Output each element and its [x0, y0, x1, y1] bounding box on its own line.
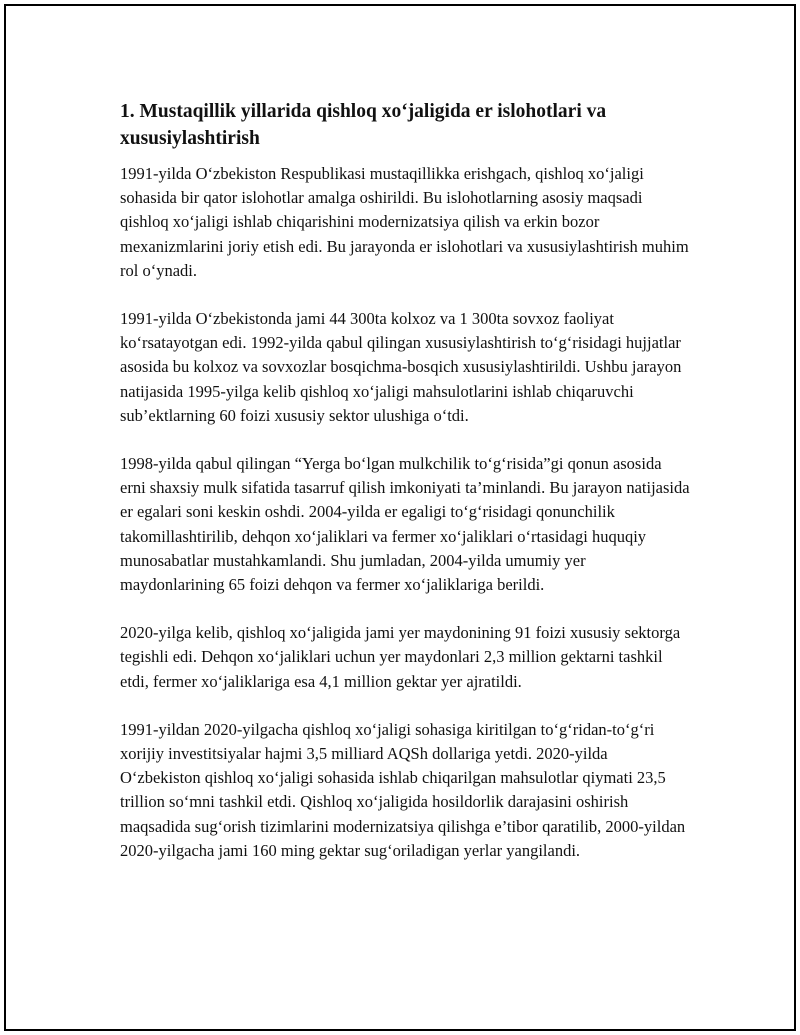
paragraph-5: 1991-yildan 2020-yilgacha qishloq xo‘jaligi sohasiga kiritilgan to‘g‘ridan-to‘g‘ri xorijiy investitsiyalar hajmi 3,5 milliard AQSh dollariga yetdi. 2020-yilda O‘zbekiston qishloq xo‘jaligi sohasida ishlab chiqarilgan mahsulotlar qiymati 23,5 trillion so‘mni tashkil etdi. Qishloq xo‘jaligida hosildorlik darajasini oshirish maqsadida sug‘orish tizimlarini modernizatsiya qilishga e’tibor qaratilib, 2000-yildan 2020-yilgacha jami 160 ming gektar sug‘oriladigan yerlar yangilandi. [120, 719, 686, 860]
section-heading: 1. Mustaqillik yillarida qishloq xo‘jaligida er islohotlari va xususiylashtirish [120, 101, 607, 149]
paragraph-1: 1991-yilda O‘zbekiston Respublikasi mustaqillikka erishgach, qishloq xo‘jaligi sohasida bir qator islohotlar amalga oshirildi. Bu islohotlarning asosiy maqsadi qishloq xo‘jaligi ishlab chiqarishini modernizatsiya qilish va erkin bozor mexanizmlarini joriy etish edi. Bu jarayonda er islohotlari va xususiylashtirish muhim rol o‘ynadi. [120, 164, 689, 280]
paragraph-2: 1991-yilda O‘zbekistonda jami 44 300ta kolxoz va 1 300ta sovxoz faoliyat ko‘rsatayotgan edi. 1992-yilda qabul qilingan xususiylashtirish to‘g‘risidagi hujjatlar asosida bu kolxoz va sovxozlar bosqichma-bosqich xususiylashtirildi. Ushbu jarayon natijasida 1995-yilga kelib qishloq xo‘jaligi mahsulotlarini ishlab chiqaruvchi sub’ektlarning 60 foizi xususiy sektor ulushiga o‘tdi. [120, 309, 682, 425]
document-page [4, 4, 796, 1031]
document-body [120, 98, 690, 887]
paragraph-4: 2020-yilga kelib, qishloq xo‘jaligida jami yer maydonining 91 foizi xususiy sektorga tegishli edi. Dehqon xo‘jaliklari uchun yer maydonlari 2,3 million gektarni tashkil etdi, fermer xo‘jaliklariga esa 4,1 million gektar yer ajratildi. [120, 623, 681, 691]
paragraph-3: 1998-yilda qabul qilingan “Yerga bo‘lgan mulkchilik to‘g‘risida”gi qonun asosida erni shaxsiy mulk sifatida tasarruf qilish imkoniyati ta’minlandi. Bu jarayon natijasida er egalari soni keskin oshdi. 2004-yilda er egaligi to‘g‘risidagi qonunchilik takomillashtirilib, dehqon xo‘jaliklari va fermer xo‘jaliklari o‘rtasidagi huquqiy munosabatlar mustahkamlandi. Shu jumladan, 2004-yilda umumiy yer maydonlarining 65 foizi dehqon va fermer xo‘jaliklariga berildi. [120, 454, 690, 595]
